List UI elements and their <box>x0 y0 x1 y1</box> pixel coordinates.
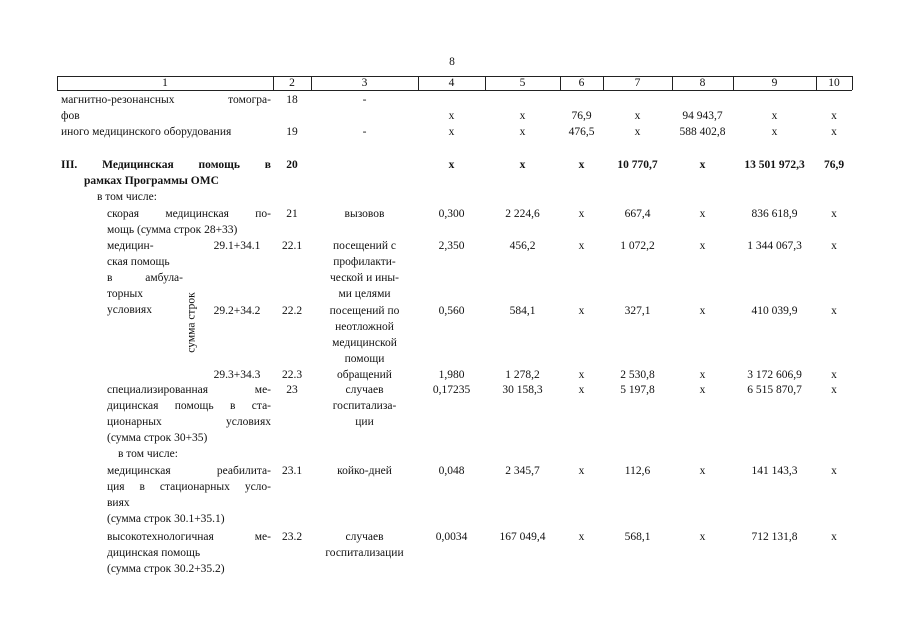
cell-c8: х <box>699 531 706 543</box>
table-header-rule <box>57 90 852 91</box>
group-label: ская помощь <box>107 256 170 268</box>
cell-c10: х <box>831 465 837 477</box>
cell-c6: х <box>578 369 585 381</box>
row-unit: ческой и ины- <box>330 272 399 284</box>
row-label: магнитно-резонансных томогра- <box>61 94 271 106</box>
row-number: 22.2 <box>281 305 303 317</box>
cell-c4: х <box>448 110 455 122</box>
row-unit: госпитализации <box>325 547 404 559</box>
cell-c9: 1 344 067,3 <box>747 240 802 252</box>
cell-c10: 76,9 <box>823 159 845 171</box>
cell-c9: х <box>771 110 778 122</box>
row-label: виях <box>107 497 130 509</box>
cell-c8: х <box>699 159 706 171</box>
row-label: дицинская помощь в ста- <box>107 400 271 412</box>
cell-c8: х <box>699 465 706 477</box>
row-number: 20 <box>286 159 298 171</box>
cell-c9: 13 501 972,3 <box>744 159 805 171</box>
row-unit: ции <box>355 416 374 428</box>
cell-c7: х <box>634 126 641 138</box>
row-unit: ми целями <box>338 288 391 300</box>
row-unit: - <box>362 94 367 106</box>
header-col-3: 3 <box>361 77 368 89</box>
cell-c9: 6 515 870,7 <box>747 384 802 396</box>
cell-c7: 568,1 <box>624 531 651 543</box>
row-number: 21 <box>286 208 298 220</box>
cell-c6: 76,9 <box>571 110 592 122</box>
row-unit: случаев <box>345 384 384 396</box>
cell-c8: х <box>699 208 706 220</box>
row-number: 18 <box>286 94 298 106</box>
cell-c5: 167 049,4 <box>499 531 546 543</box>
cell-c8: х <box>699 240 706 252</box>
cell-c6: х <box>578 531 585 543</box>
cell-c6: х <box>578 305 585 317</box>
cell-c10: х <box>831 384 837 396</box>
cell-c8: х <box>699 384 706 396</box>
cell-c5: х <box>519 110 526 122</box>
row-unit: посещений с <box>333 240 396 252</box>
cell-c5: 2 345,7 <box>505 465 540 477</box>
row-number: 19 <box>286 126 298 138</box>
cell-c8: х <box>699 369 706 381</box>
cell-c10: х <box>831 305 837 317</box>
cell-c6: х <box>578 465 585 477</box>
row-label: скорая медицинская по- <box>107 208 271 220</box>
cell-c10: х <box>831 369 837 381</box>
cell-c9: 3 172 606,9 <box>747 369 802 381</box>
cell-c7: 10 770,7 <box>617 159 658 171</box>
row-label: (сумма строк 30.2+35.2) <box>107 563 225 575</box>
header-col-4: 4 <box>448 77 455 89</box>
cell-c6: х <box>578 208 585 220</box>
section-title: III. Медицинская помощь в <box>61 159 271 171</box>
row-unit: госпитализа- <box>332 400 397 412</box>
group-label: условиях <box>107 304 152 316</box>
row-number: 22.1 <box>281 240 303 252</box>
cell-c10: х <box>831 126 837 138</box>
cell-c8: 588 402,8 <box>679 126 726 138</box>
section-title: рамках Программы ОМС <box>84 175 219 187</box>
row-label: медицинская реабилита- <box>107 465 271 477</box>
sum-reference: 29.3+34.3 <box>213 369 261 381</box>
cell-c8: 94 943,7 <box>682 110 723 122</box>
row-unit: помощи <box>344 353 385 365</box>
cell-c9: х <box>771 126 778 138</box>
row-number: 22.3 <box>281 369 303 381</box>
row-label: высокотехнологичная ме- <box>107 531 271 543</box>
group-label: медицин- <box>107 240 154 252</box>
cell-c4: 0,560 <box>438 305 465 317</box>
row-number: 23.1 <box>281 465 303 477</box>
row-label: специализированная ме- <box>107 384 271 396</box>
cell-c9: 410 039,9 <box>751 305 798 317</box>
cell-c10: х <box>831 208 837 220</box>
cell-c9: 712 131,8 <box>751 531 798 543</box>
row-label: дицинская помощь <box>107 547 201 559</box>
cell-c4: х <box>448 159 455 171</box>
page-number: 8 <box>449 56 455 68</box>
cell-c7: 112,6 <box>624 465 651 477</box>
cell-c9: 836 618,9 <box>751 208 798 220</box>
cell-c5: 584,1 <box>509 305 536 317</box>
header-col-5: 5 <box>519 77 526 89</box>
cell-c4: 0,0034 <box>435 531 468 543</box>
row-unit: медицинской <box>332 337 397 349</box>
row-number: 23.2 <box>281 531 303 543</box>
row-label: фов <box>61 110 80 122</box>
header-col-1: 1 <box>162 77 168 89</box>
cell-c4: 2,350 <box>438 240 465 252</box>
sum-reference: 29.1+34.1 <box>213 240 261 252</box>
row-unit: - <box>362 126 367 138</box>
cell-c10: х <box>831 110 837 122</box>
cell-c4: х <box>448 126 455 138</box>
group-label: торных <box>107 288 144 300</box>
vertical-sum-label: сумма строк <box>185 292 198 353</box>
row-number: 23 <box>286 384 298 396</box>
cell-c7: 2 530,8 <box>620 369 655 381</box>
row-label: ционарных условиях <box>107 416 271 428</box>
cell-c7: х <box>634 110 641 122</box>
cell-c5: 30 158,3 <box>502 384 543 396</box>
cell-c10: х <box>831 240 837 252</box>
cell-c6: х <box>578 384 585 396</box>
col-divider <box>852 76 853 90</box>
row-unit: обращений <box>337 369 392 381</box>
row-unit: койко-дней <box>337 465 392 477</box>
cell-c5: х <box>519 159 526 171</box>
row-unit: неотложной <box>335 321 394 333</box>
row-unit: случаев <box>345 531 384 543</box>
cell-c6: 476,5 <box>568 126 595 138</box>
cell-c6: х <box>578 240 585 252</box>
including-label: в том числе: <box>97 191 157 203</box>
header-col-6: 6 <box>578 77 585 89</box>
cell-c4: 0,300 <box>438 208 465 220</box>
header-col-7: 7 <box>634 77 641 89</box>
cell-c5: х <box>519 126 526 138</box>
cell-c4: 0,048 <box>438 465 465 477</box>
cell-c7: 667,4 <box>624 208 651 220</box>
row-unit: профилакти- <box>333 256 396 268</box>
row-label: (сумма строк 30+35) <box>107 432 208 444</box>
header-col-8: 8 <box>699 77 706 89</box>
row-unit: вызовов <box>344 208 385 220</box>
cell-c4: 0,17235 <box>432 384 471 396</box>
cell-c10: х <box>831 531 837 543</box>
cell-c4: 1,980 <box>438 369 465 381</box>
row-unit: посещений по <box>329 305 400 317</box>
sum-reference: 29.2+34.2 <box>213 305 261 317</box>
row-label: (сумма строк 30.1+35.1) <box>107 513 225 525</box>
cell-c7: 327,1 <box>624 305 651 317</box>
header-col-10: 10 <box>828 77 840 89</box>
row-label: ция в стационарных усло- <box>107 481 271 493</box>
cell-c5: 456,2 <box>509 240 536 252</box>
group-label: в амбула- <box>107 272 183 284</box>
cell-c8: х <box>699 305 706 317</box>
cell-c6: х <box>578 159 585 171</box>
cell-c5: 2 224,6 <box>505 208 540 220</box>
row-label: мощь (сумма строк 28+33) <box>107 224 238 236</box>
cell-c7: 5 197,8 <box>620 384 655 396</box>
cell-c5: 1 278,2 <box>505 369 540 381</box>
header-col-2: 2 <box>289 77 295 89</box>
cell-c9: 141 143,3 <box>751 465 798 477</box>
row-label: иного медицинского оборудования <box>61 126 232 138</box>
cell-c7: 1 072,2 <box>620 240 655 252</box>
header-col-9: 9 <box>771 77 778 89</box>
including-label: в том числе: <box>118 448 178 460</box>
